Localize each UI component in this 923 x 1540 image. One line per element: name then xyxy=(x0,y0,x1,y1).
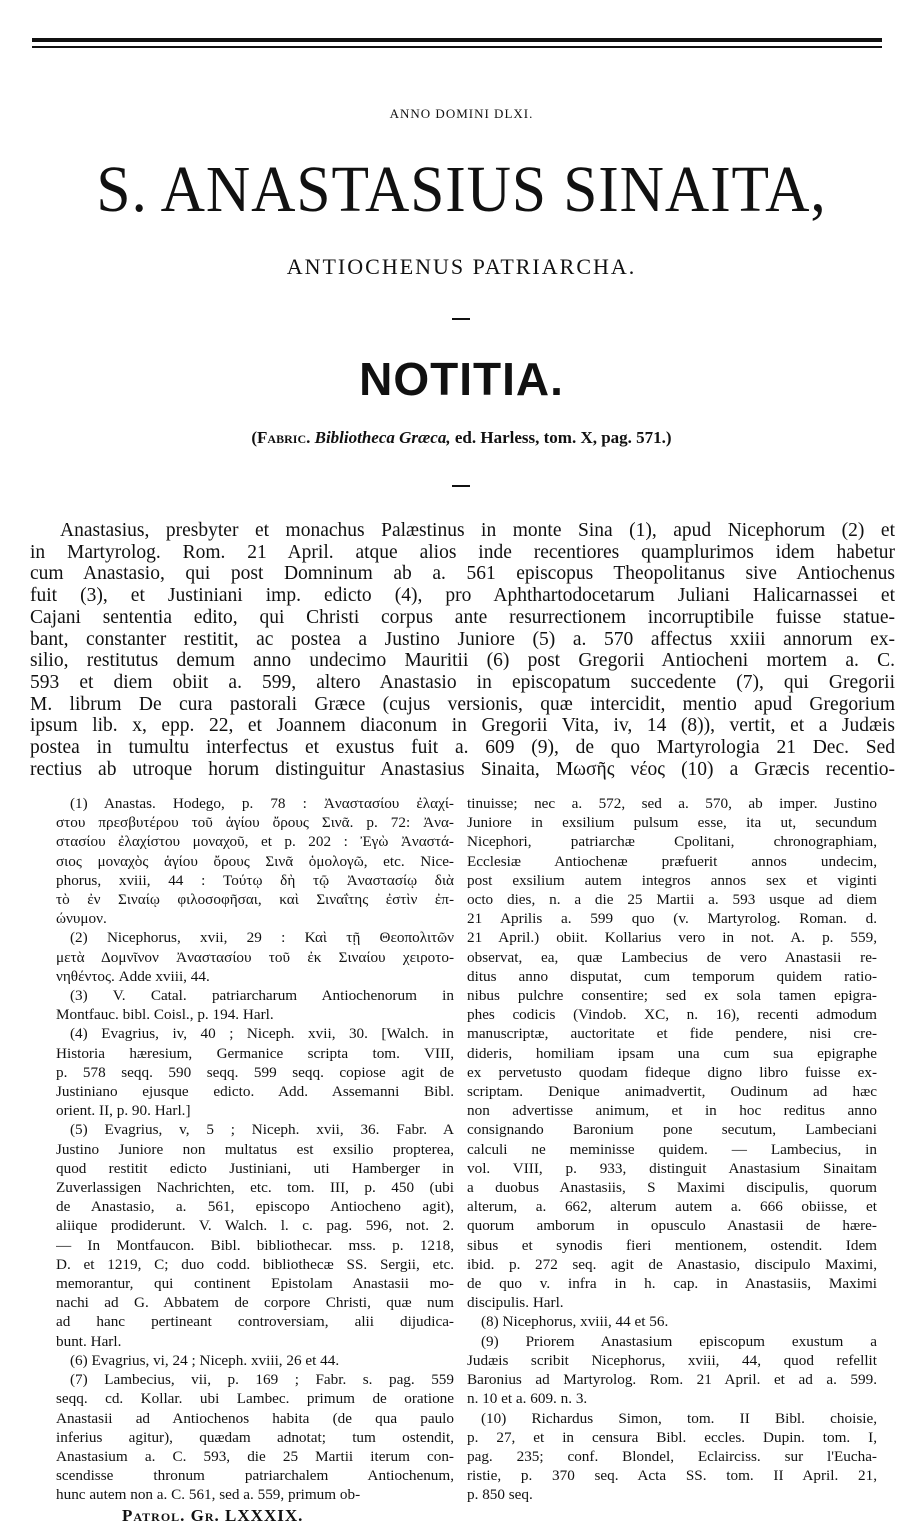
footnote-line: pag. 235; conf. Blondel, Eclairciss. sur l'Eucha- xyxy=(467,1447,877,1465)
source-title: Bibliotheca Græca, xyxy=(314,428,451,447)
footnote-line: Montfauc. bibl. Coisl., p. 194. Harl. xyxy=(56,1006,274,1024)
main-text-line: M. librum De cura pastorali Græce (cujus versionis, quæ intercidit, mentio apud Gregorium xyxy=(30,693,895,715)
main-text-line: postea in tumultu interfectus et exustus fuit a. 609 (9), de quo Martyrologia 21 Dec. Sed xyxy=(30,737,895,759)
source-prefix: (Fabric. xyxy=(251,428,311,447)
footnote-line: p. 578 seqq. 590 seqq. 599 seqq. copiose agit de xyxy=(56,1063,454,1081)
footnote xyxy=(56,1120,454,1350)
footnote-line: de quo v. infra in h. cap. in Anastasiis, Maximi xyxy=(467,1275,877,1293)
source-reference xyxy=(0,428,923,448)
main-text-line: cum Anastasio, qui post Domninum ab a. 561 episcopus Theopolitanus sive Antiochenus xyxy=(30,563,895,585)
footnote-line: hunc autem non a. C. 561, sed a. 559, primum ob- xyxy=(56,1486,361,1504)
footnote xyxy=(56,986,454,1024)
footnote-line: dideris, homiliam ipsam una cum sua epigraphe xyxy=(467,1044,877,1062)
footnote xyxy=(56,1024,454,1120)
footnote-line: 21 April.) obiit. Kollarius vero in not. A. p. 559, xyxy=(467,929,877,947)
footnote-line: orient. II, p. 90. Harl.] xyxy=(56,1102,191,1120)
footnote-line: (5) Evagrius, v, 5 ; Niceph. xvii, 36. Fabr. A xyxy=(70,1121,454,1139)
footnote-line: octo dies, n. a die 25 Martii a. 593 usque ad diem xyxy=(467,891,877,909)
main-text-line: fuit (3), et Justiniani imp. edicto (4), pro Aphthartodocetarum Juliani Halicarnassei et xyxy=(30,585,895,607)
section-heading: NOTITIA. xyxy=(359,353,564,405)
footnote-line: (6) Evagrius, vi, 24 ; Niceph. xviii, 26 et 44. xyxy=(70,1351,340,1369)
footnote-line: ristie, p. 370 seq. Acta SS. tom. II April. 21, xyxy=(467,1467,877,1485)
page-subtitle: ANTIOCHENUS PATRIARCHA. xyxy=(286,254,637,279)
footnote-line: (2) Nicephorus, xvii, 29 : Καὶ τῇ Θεοπολιτῶν xyxy=(70,929,454,947)
footnote-line: D. et 1219, C; duo codd. bibliothecæ SS. Sergii, etc. xyxy=(56,1255,454,1273)
footnote-line: a duobus Anastasiis, S Maximi discipulis, quorum xyxy=(467,1179,877,1197)
footnote-line: sibus et synodis fieri mentionem, ostendit. Idem xyxy=(467,1236,877,1254)
footnote-line: Justino Juniore non multatus est exsilio propterea, xyxy=(56,1140,454,1158)
footnote-line: p. 850 seq. xyxy=(467,1486,533,1504)
footnote xyxy=(467,794,877,1312)
footnotes-left-column xyxy=(56,794,454,1505)
footnote-line: ώνυμον. xyxy=(56,910,107,928)
footnote-line: στασίου ἐλαχίστου μοναχοῦ, et p. 202 : Ἐγὼ Ἀναστά- xyxy=(56,833,454,851)
footnote-line: Nicephori, patriarchæ Cpolitani, chronographiam, xyxy=(467,833,877,851)
footnote-line: Judæis scribit Nicephorus, xviii, 44, quod refellit xyxy=(467,1351,877,1369)
footnote-line: p. 27, et in censura Bibl. eccles. Dupin. tom. I, xyxy=(467,1428,877,1446)
anno-heading: ANNO DOMINI DLXI. xyxy=(389,106,534,121)
page-footer: Patrol. Gr. LXXXIX. xyxy=(122,1506,304,1525)
footnote-line: observat, ea, quæ Lambecius de vero Anastasii re- xyxy=(467,948,877,966)
footnote-line: memorantur, qui continent Epistolam Anastasii mo- xyxy=(56,1275,454,1293)
footnote-line: (7) Lambecius, vii, p. 169 ; Fabr. s. pag. 559 xyxy=(70,1371,454,1389)
footnote-line: quod restitit edicto Justiniani, uti Hamberger in xyxy=(56,1159,454,1177)
footnote-line: Baronius ad Martyrolog. Rom. 21 April. et ad a. 599. xyxy=(467,1371,877,1389)
footnote-line: τὸ ἐν Σιναίῳ φιλοσοφῆσαι, καὶ Σιναΐτης ἐστὶν ἐπ- xyxy=(56,891,454,909)
footnote-line: de Anastasio, a. 561, episcopo Antiocheno agit), xyxy=(56,1198,454,1216)
footnote-line: bunt. Harl. xyxy=(56,1332,122,1350)
footnote-line: alterum, a. 662, alterum autem a. 666 obiisse, et xyxy=(467,1198,877,1216)
footnote-line: inferius agitur), quædam adnotat; tum ostendit, xyxy=(56,1428,454,1446)
footnote-line: νηθέντος. Adde xviii, 44. xyxy=(56,967,210,985)
footnote-line: Anastasium a. C. 593, die 25 Martii iterum con- xyxy=(56,1447,454,1465)
footnote-line: nachi ad G. Abbatem de corpore Christi, quæ num xyxy=(56,1294,454,1312)
footnote-line: tinuisse; nec a. 572, sed a. 570, ab imper. Justino xyxy=(467,795,877,812)
footnote-line: 21 Aprilis a. 599 quo (v. Martyrolog. Roman. d. xyxy=(467,910,877,928)
footnote-line: vol. VIII, p. 933, distinguit Anastasium Sinaitam xyxy=(467,1159,877,1177)
footnote-line: phorus, xviii, 44 : Τούτῳ δὴ τῷ Ἀναστασίῳ διὰ xyxy=(56,871,454,889)
footnote xyxy=(467,1332,877,1409)
main-text xyxy=(30,520,895,780)
footnote-line: scendisse thronum patriarchalem Antiochenum, xyxy=(56,1467,454,1485)
source-details: ed. Harless, tom. X, pag. 571.) xyxy=(454,428,672,447)
main-text-line: in Martyrolog. Rom. 21 April. atque alios inde recentiores quamplurimos idem habetur xyxy=(30,541,895,563)
footnotes-right-column xyxy=(467,794,877,1505)
main-text-line: 593 et diem obiit a. 599, altero Anastasio in episcopatum succedente (7), qui Gregorii xyxy=(30,671,895,693)
footnote-line: ditus anno disputat, cum temporum quidem ratio- xyxy=(467,967,877,985)
footnote xyxy=(56,794,454,928)
footnote-line: Juniore in exsilium pulsum esse, ita ut, secundum xyxy=(467,814,877,832)
page-title: S. ANASTASIUS SINAITA, xyxy=(96,153,827,226)
footnote-line: nibus pulchre consentire; sed ex sola tamen epigra- xyxy=(467,987,877,1005)
main-text-line: silio, restitutus demum anno undecimo Mauritii (6) post Gregorii Antiocheni mortem a. C. xyxy=(30,650,895,672)
footnote-line: (8) Nicephorus, xviii, 44 et 56. xyxy=(481,1313,669,1331)
footnote xyxy=(56,928,454,986)
main-text-line: ipsum lib. x, epp. 22, et Joannem diaconum in Gregorii Vita, iv, 14 (8)), vertit, et a Judæis xyxy=(30,715,895,737)
footnote-line: discipulis. Harl. xyxy=(467,1294,564,1312)
footnote-line: post exsilium autem integros annos sex et viginti xyxy=(467,871,877,889)
footnote-line: aliique prodiderunt. V. Walch. l. c. pag. 596, not. 2. xyxy=(56,1217,454,1235)
footnote-line: scriptam. Denique animadvertit, Oudinum ad hæc xyxy=(467,1083,877,1101)
footnote-line: ibid. p. 272 seq. agit de Anastasio, discipulo Maximi, xyxy=(467,1255,877,1273)
footnote-line: non advertisse animum, et in hoc reditus anno xyxy=(467,1102,877,1120)
footnote-line: Anastasii ad Antiochenos habita (de qua paulo xyxy=(56,1409,454,1427)
footnote xyxy=(467,1409,877,1505)
footnote-line: μετὰ Δομνῖνον Ἀναστασίου τοῦ ἐκ Σιναίου χειροτο- xyxy=(56,948,454,966)
top-rule xyxy=(32,38,882,48)
footnote-line: ad hanc pertineant controversiam, alii dijudica- xyxy=(56,1313,454,1331)
footnote-line: Ecclesiæ Antiochenæ præfuerit annos undecim, xyxy=(467,852,877,870)
footnote-line: (9) Priorem Anastasium episcopum exustum a xyxy=(481,1332,877,1350)
main-text-line: Anastasius, presbyter et monachus Palæstinus in monte Sina (1), apud Nicephorum (2) et xyxy=(60,520,895,541)
footnote-line: Historia hæresium, Germanice scripta tom. VIII, xyxy=(56,1044,454,1062)
footnote xyxy=(56,1370,454,1504)
footnote-line: (3) V. Catal. patriarcharum Antiochenorum in xyxy=(70,987,454,1005)
footnote-line: ex pervetusto quodam fideque digno libro fuisse ex- xyxy=(467,1063,877,1081)
divider-dash xyxy=(452,318,470,320)
footnote-line: σιος μοναχὸς ἁγίου ὄρους Σινᾶ ὁμολογῶ, etc. Nice- xyxy=(56,852,454,870)
footnote-line: στου πρεσβυτέρου τοῦ ἁγίου ὄρους Σινᾶ. p. 72: Ἀνα- xyxy=(56,814,454,832)
footnote-line: manuscriptæ, auctoritate et fide pendere, nisi cre- xyxy=(467,1025,877,1043)
footnote-line: (1) Anastas. Hodego, p. 78 : Ἀναστασίου ἐλαχί- xyxy=(70,795,454,812)
main-text-line: Cajani sententia edito, qui Christi corpus ante resurrectionem incorruptibile fuisse statue- xyxy=(30,606,895,628)
footnote-line: quorum amborum in opusculo Anastasii de hære- xyxy=(467,1217,877,1235)
footnote-line: (4) Evagrius, iv, 40 ; Niceph. xvii, 30. [Walch. in xyxy=(70,1025,454,1043)
footnote-line: consignando Baronium pone secutum, Lambeciani xyxy=(467,1121,877,1139)
footnote-line: Justiniano ejusque edicto. Add. Assemanni Bibl. xyxy=(56,1083,454,1101)
main-text-line: rectius ab utroque horum distinguitur Anastasius Sinaita, Μωσῆς νέος (10) a Græcis recentio- xyxy=(30,758,895,780)
footnote-line: Zuverlassigen Nachrichten, etc. tom. III, p. 450 (ubi xyxy=(56,1179,454,1197)
footnote xyxy=(467,1312,877,1331)
footnote-line: phes codicis (Vindob. XC, n. 16), recenti admodum xyxy=(467,1006,877,1024)
footnote-line: — In Montfaucon. Bibl. bibliothecar. mss. p. 1218, xyxy=(56,1236,454,1254)
main-text-line: bant, constanter restitit, ac postea a Justino Juniore (5) a. 570 affectus xxiii annorum ex- xyxy=(30,628,895,650)
footnote-line: (10) Richardus Simon, tom. II Bibl. choisie, xyxy=(481,1409,877,1427)
divider-dash xyxy=(452,485,470,487)
footnote-line: seqq. cd. Kollar. ubi Lambec. primum de oratione xyxy=(56,1390,454,1408)
footnote-line: n. 10 et a. 609. n. 3. xyxy=(467,1390,588,1408)
footnote xyxy=(56,1351,454,1370)
footnote-line: calculi ne meminisse quidem. — Lambecius, in xyxy=(467,1140,877,1158)
